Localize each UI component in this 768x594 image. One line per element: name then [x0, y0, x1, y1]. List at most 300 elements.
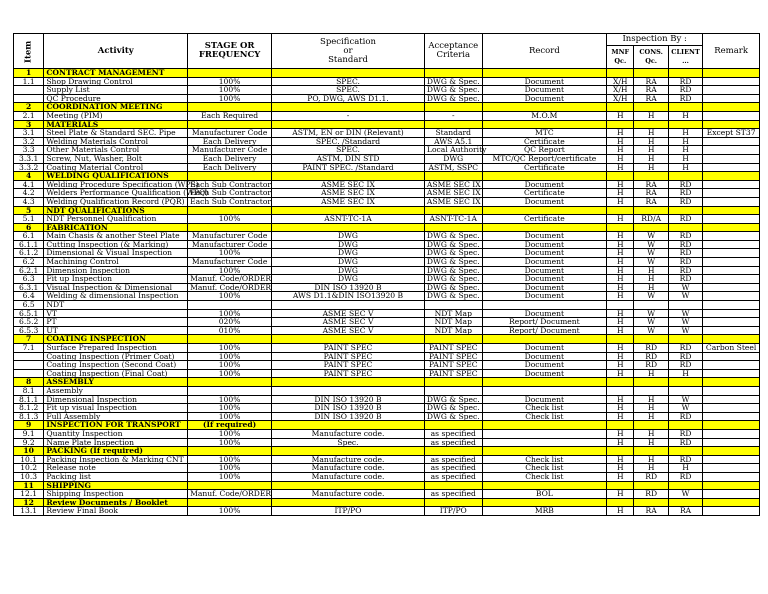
remark-cell: [703, 172, 760, 181]
client-cell: RD: [668, 275, 702, 284]
cons-cell: RA: [634, 86, 668, 95]
client-cell: RD: [668, 266, 702, 275]
acceptance-cell: [424, 378, 482, 387]
specification-cell: [272, 386, 425, 395]
specification-cell: Manufacture code.: [272, 472, 425, 481]
itp-table: [13, 33, 760, 516]
cons-cell: RD: [634, 490, 668, 499]
item-number-cell: 6: [14, 223, 44, 232]
mnf-cell: X/H: [607, 77, 634, 86]
item-number-cell: 10.1: [14, 455, 44, 464]
cons-cell: RA: [634, 94, 668, 103]
record-cell: Document: [482, 352, 607, 361]
frequency-cell: 100%: [188, 344, 272, 353]
cons-cell: RD: [634, 344, 668, 353]
remark-cell: [703, 429, 760, 438]
activity-cell: VT: [44, 309, 188, 318]
section-row: [14, 447, 760, 456]
activity-cell: Machining Control: [44, 258, 188, 267]
client-cell: H: [668, 464, 702, 473]
mnf-cell: H: [607, 283, 634, 292]
item-number-cell: 8.1.1: [14, 395, 44, 404]
frequency-cell: 100%: [188, 292, 272, 301]
client-cell: RD: [668, 232, 702, 241]
acceptance-cell: ASNT-TC-1A: [424, 215, 482, 224]
remark-cell: [703, 223, 760, 232]
activity-cell: Review Documents / Booklet: [44, 498, 188, 507]
record-cell: [482, 447, 607, 456]
remark-cell: [703, 447, 760, 456]
record-cell: Document: [482, 249, 607, 258]
cons-cell: W: [634, 292, 668, 301]
remark-cell: [703, 421, 760, 430]
item-number-cell: 13.1: [14, 507, 44, 516]
mnf-cell: H: [607, 472, 634, 481]
frequency-cell: Each Sub Contractor: [188, 189, 272, 198]
client-cell: RA: [668, 507, 702, 516]
frequency-cell: 100%: [188, 361, 272, 370]
specification-cell: PAINT SPEC. /Standard: [272, 163, 425, 172]
acceptance-cell: DWG & Spec.: [424, 266, 482, 275]
activity-cell: Other Materials Control: [44, 146, 188, 155]
record-cell: Document: [482, 197, 607, 206]
item-number-cell: [14, 352, 44, 361]
item-number-cell: 7.1: [14, 344, 44, 353]
record-cell: Document: [482, 292, 607, 301]
remark-cell: [703, 490, 760, 499]
acceptance-cell: [424, 172, 482, 181]
cons-cell: RA: [634, 507, 668, 516]
cons-cell: H: [634, 412, 668, 421]
acceptance-header: Acceptance Criteria: [424, 34, 482, 69]
record-cell: BOL: [482, 490, 607, 499]
activity-cell: Welding Materials Control: [44, 137, 188, 146]
record-cell: MTC/QC Report/certificate: [482, 154, 607, 163]
acceptance-cell: NDT Map: [424, 326, 482, 335]
acceptance-cell: as specified: [424, 490, 482, 499]
activity-cell: Dimension Inspection: [44, 266, 188, 275]
item-number-cell: 6.4: [14, 292, 44, 301]
record-cell: MTC: [482, 129, 607, 138]
remark-cell: [703, 111, 760, 120]
item-number-cell: 3.3: [14, 146, 44, 155]
cons-cell: H: [634, 137, 668, 146]
cons-cell: W: [634, 232, 668, 241]
activity-cell: WELDING QUALIFICATIONS: [44, 172, 188, 181]
specification-cell: ITP/PO: [272, 507, 425, 516]
mnf-cell: H: [607, 215, 634, 224]
specification-cell: [272, 69, 425, 78]
mnf-cell: H: [607, 197, 634, 206]
item-number-cell: 8.1: [14, 386, 44, 395]
acceptance-cell: DWG & Spec.: [424, 249, 482, 258]
client-cell: RD: [668, 455, 702, 464]
remark-cell: [703, 326, 760, 335]
specification-cell: [272, 447, 425, 456]
acceptance-cell: as specified: [424, 464, 482, 473]
activity-cell: QC Procedure: [44, 94, 188, 103]
item-number-cell: 12.1: [14, 490, 44, 499]
acceptance-cell: DWG & Spec.: [424, 86, 482, 95]
client-cell: RD: [668, 77, 702, 86]
activity-cell: NDT Personnel Qualification: [44, 215, 188, 224]
client-cell: [668, 386, 702, 395]
frequency-cell: [188, 447, 272, 456]
record-cell: Document: [482, 258, 607, 267]
specification-cell: [272, 172, 425, 181]
cons-cell: W: [634, 326, 668, 335]
table-row: [14, 215, 760, 224]
cons-cell: H: [634, 154, 668, 163]
item-number-cell: 8.1.3: [14, 412, 44, 421]
acceptance-cell: [424, 386, 482, 395]
remark-cell: [703, 412, 760, 421]
activity-cell: Dimensional & Visual Inspection: [44, 249, 188, 258]
frequency-cell: Each Delivery: [188, 154, 272, 163]
activity-cell: Shop Drawing Control: [44, 77, 188, 86]
remark-cell: [703, 283, 760, 292]
record-cell: Certificate: [482, 215, 607, 224]
table-row: [14, 386, 760, 395]
cons-cell: RD/A: [634, 215, 668, 224]
record-header: Record: [482, 34, 607, 69]
client-header: CLIENT ...: [668, 46, 702, 69]
cons-cell: H: [634, 429, 668, 438]
cons-cell: H: [634, 283, 668, 292]
mnf-cell: H: [607, 146, 634, 155]
client-cell: RD: [668, 240, 702, 249]
table-row: [14, 507, 760, 516]
section-row: [14, 378, 760, 387]
acceptance-cell: DWG & Spec.: [424, 232, 482, 241]
frequency-cell: Manufacturer Code: [188, 258, 272, 267]
specification-cell: DWG: [272, 240, 425, 249]
acceptance-cell: ASME SEC IX: [424, 197, 482, 206]
specification-cell: ASME SEC IX: [272, 189, 425, 198]
specification-cell: ASME SEC V: [272, 326, 425, 335]
acceptance-cell: PAINT SPEC: [424, 352, 482, 361]
remark-cell: [703, 103, 760, 112]
table-row: [14, 86, 760, 95]
frequency-cell: 100%: [188, 86, 272, 95]
acceptance-cell: ASTM, SSPC: [424, 163, 482, 172]
mnf-cell: [607, 301, 634, 310]
record-cell: MRB: [482, 507, 607, 516]
specification-cell: PAINT SPEC: [272, 352, 425, 361]
client-cell: W: [668, 283, 702, 292]
mnf-cell: H: [607, 266, 634, 275]
remark-cell: [703, 240, 760, 249]
specification-cell: ASME SEC IX: [272, 180, 425, 189]
item-number-cell: 5: [14, 206, 44, 215]
acceptance-cell: ASME SEC IX: [424, 180, 482, 189]
activity-cell: COORDINATION MEETING: [44, 103, 188, 112]
record-cell: Document: [482, 232, 607, 241]
item-number-cell: 6.5.1: [14, 309, 44, 318]
specification-cell: DWG: [272, 266, 425, 275]
item-number-cell: 8: [14, 378, 44, 387]
specification-cell: ASTM, EN or DIN (Relevant): [272, 129, 425, 138]
acceptance-cell: DWG & Spec.: [424, 275, 482, 284]
item-number-cell: 9.1: [14, 429, 44, 438]
record-cell: Document: [482, 180, 607, 189]
item-number-cell: 9.2: [14, 438, 44, 447]
mnf-cell: H: [607, 309, 634, 318]
activity-cell: Supply List: [44, 86, 188, 95]
remark-cell: [703, 395, 760, 404]
item-number-cell: 1.1: [14, 77, 44, 86]
item-number-cell: 4.3: [14, 197, 44, 206]
frequency-cell: 100%: [188, 309, 272, 318]
record-cell: [482, 172, 607, 181]
item-number-cell: 6.5: [14, 301, 44, 310]
activity-cell: Welding Procedure Specification (WPS): [44, 180, 188, 189]
item-number-cell: 3.3.2: [14, 163, 44, 172]
record-cell: Document: [482, 86, 607, 95]
cons-cell: H: [634, 404, 668, 413]
item-number-cell: 6.2.1: [14, 266, 44, 275]
header-row: [14, 34, 760, 46]
section-row: [14, 172, 760, 181]
cons-cell: [634, 69, 668, 78]
record-cell: [482, 378, 607, 387]
acceptance-cell: as specified: [424, 429, 482, 438]
specification-cell: DWG: [272, 258, 425, 267]
acceptance-cell: DWG & Spec.: [424, 412, 482, 421]
frequency-cell: 100%: [188, 266, 272, 275]
client-cell: H: [668, 129, 702, 138]
mnf-cell: H: [607, 438, 634, 447]
mnf-cell: H: [607, 507, 634, 516]
acceptance-cell: ITP/PO: [424, 507, 482, 516]
mnf-cell: H: [607, 404, 634, 413]
record-cell: M.O.M: [482, 111, 607, 120]
activity-cell: COATING INSPECTION: [44, 335, 188, 344]
mnf-cell: H: [607, 111, 634, 120]
client-cell: RD: [668, 472, 702, 481]
frequency-cell: 100%: [188, 77, 272, 86]
frequency-cell: 100%: [188, 507, 272, 516]
client-cell: W: [668, 490, 702, 499]
mnf-cell: H: [607, 490, 634, 499]
specification-cell: Manufacture code.: [272, 429, 425, 438]
acceptance-cell: PAINT SPEC: [424, 344, 482, 353]
frequency-cell: Manufacturer Code: [188, 129, 272, 138]
cons-cell: H: [634, 275, 668, 284]
specification-cell: DWG: [272, 232, 425, 241]
client-cell: RD: [668, 258, 702, 267]
table-row: [14, 369, 760, 378]
specification-cell: ASTM, DIN STD: [272, 154, 425, 163]
remark-cell: [703, 189, 760, 198]
remark-cell: [703, 507, 760, 516]
client-cell: H: [668, 111, 702, 120]
stage-header: STAGE OR FREQUENCY: [188, 34, 272, 69]
frequency-cell: 100%: [188, 215, 272, 224]
item-number-cell: 2.1: [14, 111, 44, 120]
frequency-cell: 100%: [188, 429, 272, 438]
cons-cell: H: [634, 464, 668, 473]
frequency-cell: Each Sub Contractor: [188, 197, 272, 206]
frequency-cell: Each Delivery: [188, 137, 272, 146]
cons-cell: H: [634, 438, 668, 447]
item-number-cell: 6.5.2: [14, 318, 44, 327]
acceptance-cell: PAINT SPEC: [424, 361, 482, 370]
frequency-cell: 100%: [188, 94, 272, 103]
record-cell: Document: [482, 240, 607, 249]
frequency-cell: Manuf. Code/ORDER: [188, 275, 272, 284]
item-number-cell: 4: [14, 172, 44, 181]
client-cell: RD: [668, 344, 702, 353]
specification-cell: Manufacture code.: [272, 490, 425, 499]
specification-cell: PAINT SPEC: [272, 344, 425, 353]
activity-cell: Fit up visual Inspection: [44, 404, 188, 413]
remark-cell: [703, 472, 760, 481]
acceptance-cell: DWG & Spec.: [424, 404, 482, 413]
acceptance-cell: DWG & Spec.: [424, 292, 482, 301]
record-cell: Document: [482, 94, 607, 103]
activity-cell: Name Plate Inspection: [44, 438, 188, 447]
client-cell: H: [668, 163, 702, 172]
specification-cell: DIN ISO 13920 B: [272, 412, 425, 421]
client-cell: W: [668, 395, 702, 404]
record-cell: Document: [482, 344, 607, 353]
acceptance-cell: DWG & Spec.: [424, 77, 482, 86]
item-number-cell: 10.3: [14, 472, 44, 481]
client-cell: RD: [668, 189, 702, 198]
frequency-cell: 100%: [188, 412, 272, 421]
remark-cell: [703, 215, 760, 224]
specification-cell: ASME SEC IX: [272, 197, 425, 206]
record-cell: Document: [482, 361, 607, 370]
inspection-by-header: Inspection By :: [607, 34, 703, 46]
client-cell: H: [668, 146, 702, 155]
frequency-cell: 100%: [188, 438, 272, 447]
activity-cell: Coating Material Control: [44, 163, 188, 172]
cons-cell: H: [634, 369, 668, 378]
specification-cell: Manufacture code.: [272, 464, 425, 473]
cons-cell: W: [634, 249, 668, 258]
mnf-cell: H: [607, 318, 634, 327]
cons-cell: W: [634, 309, 668, 318]
activity-cell: Coating Inspection (Second Coat): [44, 361, 188, 370]
record-cell: [482, 301, 607, 310]
acceptance-cell: as specified: [424, 472, 482, 481]
frequency-cell: 100%: [188, 369, 272, 378]
mnf-cell: H: [607, 412, 634, 421]
record-cell: Check list: [482, 412, 607, 421]
cons-cell: W: [634, 258, 668, 267]
mnf-cell: H: [607, 154, 634, 163]
activity-cell: FABRICATION: [44, 223, 188, 232]
client-cell: RD: [668, 352, 702, 361]
activity-cell: Screw, Nut, Washer, Bolt: [44, 154, 188, 163]
activity-cell: NDT: [44, 301, 188, 310]
frequency-cell: [188, 386, 272, 395]
mnf-cell: H: [607, 163, 634, 172]
client-cell: [668, 378, 702, 387]
item-number-cell: 2: [14, 103, 44, 112]
table-row: [14, 361, 760, 370]
cons-cell: H: [634, 163, 668, 172]
mnf-cell: H: [607, 429, 634, 438]
acceptance-cell: DWG & Spec.: [424, 258, 482, 267]
cons-cell: [634, 378, 668, 387]
remark-cell: [703, 232, 760, 241]
record-cell: Report/ Document: [482, 326, 607, 335]
remark-cell: [703, 154, 760, 163]
remark-cell: [703, 258, 760, 267]
remark-cell: [703, 266, 760, 275]
record-cell: Report/ Document: [482, 318, 607, 327]
specification-cell: DIN ISO 13920 B: [272, 395, 425, 404]
item-number-cell: 4.1: [14, 180, 44, 189]
record-cell: [482, 386, 607, 395]
mnf-cell: X/H: [607, 94, 634, 103]
remark-cell: [703, 378, 760, 387]
mnf-cell: H: [607, 129, 634, 138]
activity-cell: Cutting Inspection (& Marking): [44, 240, 188, 249]
record-cell: Check list: [482, 464, 607, 473]
activity-cell: INSPECTION FOR TRANSPORT: [44, 421, 188, 430]
specification-cell: ASME SEC V: [272, 309, 425, 318]
client-cell: [668, 447, 702, 456]
frequency-cell: [188, 69, 272, 78]
client-cell: RD: [668, 361, 702, 370]
frequency-cell: 010%: [188, 326, 272, 335]
activity-cell: Review Final Book: [44, 507, 188, 516]
acceptance-cell: ASME SEC IX: [424, 189, 482, 198]
acceptance-cell: [424, 301, 482, 310]
remark-cell: [703, 438, 760, 447]
table-row: [14, 129, 760, 138]
activity-cell: Assembly: [44, 386, 188, 395]
table-row: [14, 197, 760, 206]
activity-cell: Shipping Inspection: [44, 490, 188, 499]
client-cell: RD: [668, 438, 702, 447]
acceptance-cell: DWG & Spec.: [424, 240, 482, 249]
cons-cell: H: [634, 266, 668, 275]
acceptance-cell: AWS A5.1: [424, 137, 482, 146]
item-number-cell: 11: [14, 481, 44, 490]
cons-cell: RD: [634, 361, 668, 370]
item-number-cell: 6.1: [14, 232, 44, 241]
mnf-cell: H: [607, 344, 634, 353]
cons-cell: [634, 172, 668, 181]
table-row: [14, 344, 760, 353]
activity-cell: Quantity Inspection: [44, 429, 188, 438]
mnf-cell: H: [607, 292, 634, 301]
record-cell: Certificate: [482, 137, 607, 146]
activity-cell: Fit up Inspection: [44, 275, 188, 284]
mnf-cell: H: [607, 395, 634, 404]
remark-cell: [703, 464, 760, 473]
mnf-cell: [607, 378, 634, 387]
frequency-cell: Manuf. Code/ORDER: [188, 283, 272, 292]
activity-cell: UT: [44, 326, 188, 335]
mnf-cell: H: [607, 369, 634, 378]
record-cell: Document: [482, 266, 607, 275]
mnf-cell: [607, 447, 634, 456]
client-cell: H: [668, 137, 702, 146]
activity-cell: CONTRACT MANAGEMENT: [44, 69, 188, 78]
record-cell: Document: [482, 283, 607, 292]
frequency-cell: 100%: [188, 395, 272, 404]
client-cell: W: [668, 292, 702, 301]
cons-cell: [634, 447, 668, 456]
mnf-cell: H: [607, 137, 634, 146]
remark-cell: [703, 455, 760, 464]
